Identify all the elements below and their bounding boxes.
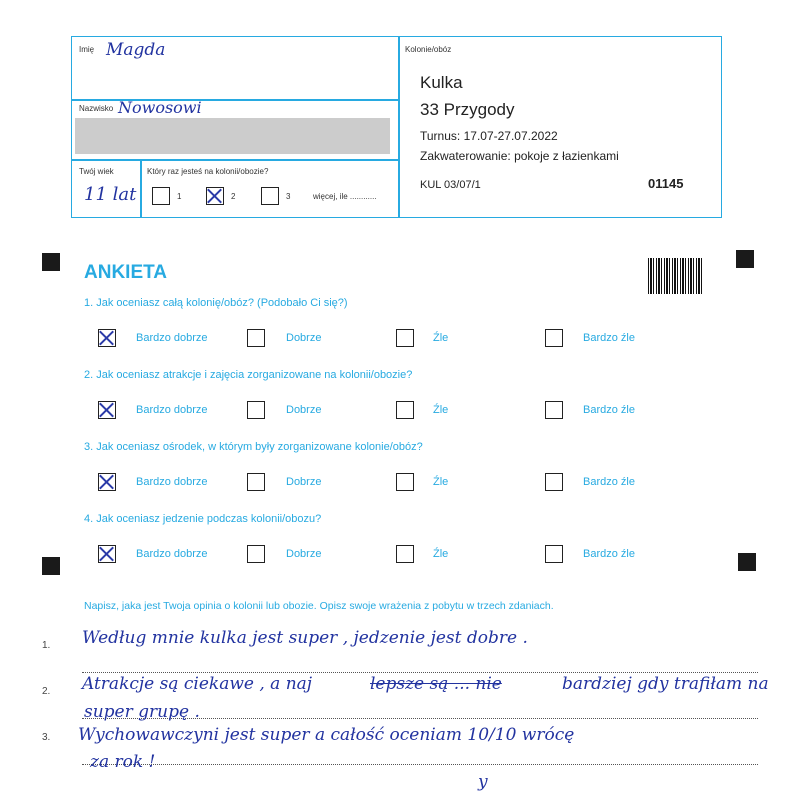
q3-label-bad: Źle <box>433 476 449 488</box>
turnus-value: 17.07-27.07.2022 <box>463 129 558 143</box>
age-divider <box>140 159 142 217</box>
times-opt-3-label: 3 <box>286 192 291 201</box>
q3-label-very-good: Bardzo dobrze <box>136 476 208 488</box>
surname-value: Nowosowi <box>118 98 202 117</box>
times-checkbox-2[interactable] <box>206 187 224 205</box>
turnus-line <box>420 129 558 143</box>
times-checkbox-1[interactable] <box>152 187 170 205</box>
registration-mark-top-right <box>736 250 754 268</box>
q1-checkbox-very-bad[interactable] <box>545 329 563 347</box>
q2-checkbox-very-good[interactable] <box>98 401 116 419</box>
surname-row-divider <box>72 159 399 161</box>
q3-checkbox-bad[interactable] <box>396 473 414 491</box>
q4-label-very-good: Bardzo dobrze <box>136 548 208 560</box>
answer-line-3: Wychowawczyni jest super a całość oceniam 10/10 wrócę <box>78 725 575 745</box>
q2-label-very-bad: Bardzo źle <box>583 404 635 416</box>
question-4: 4. Jak oceniasz jedzenie podczas kolonii/obozu? <box>84 513 322 525</box>
registration-mark-bottom-left <box>42 557 60 575</box>
q4-label-very-bad: Bardzo źle <box>583 548 635 560</box>
answer-line-2c: super grupę . <box>84 702 200 722</box>
registration-mark-top-left <box>42 253 60 271</box>
accommodation-value: pokoje z łazienkami <box>514 149 619 163</box>
age-label: Twój wiek <box>79 167 114 176</box>
q1-checkbox-good[interactable] <box>247 329 265 347</box>
camp-program: 33 Przygody <box>420 100 515 119</box>
barcode <box>648 258 704 294</box>
q1-label-very-good: Bardzo dobrze <box>136 332 208 344</box>
camp-name: Kulka <box>420 73 463 92</box>
redaction-block <box>75 118 390 154</box>
answer-crossed-out: lepsze są ... nie <box>370 674 502 694</box>
line-number-3: 3. <box>42 732 51 743</box>
name-value: Magda <box>106 40 166 60</box>
form-number: 01145 <box>648 176 684 191</box>
q2-checkbox-good[interactable] <box>247 401 265 419</box>
age-value: 11 lat <box>84 184 137 205</box>
answer-line-1: Według mnie kulka jest super , jedzenie jest dobre . <box>82 628 528 648</box>
times-checkbox-3[interactable] <box>261 187 279 205</box>
answer-dotted-line-3 <box>82 764 758 765</box>
times-more-label: więcej, ile ............ <box>313 192 377 201</box>
q2-label-bad: Źle <box>433 404 449 416</box>
survey-title: ANKIETA <box>84 262 168 283</box>
answer-line-3b: za rok ! <box>90 752 156 772</box>
surname-label: Nazwisko <box>79 104 114 113</box>
camp-label: Kolonie/obóz <box>405 45 452 54</box>
answer-line-2a: Atrakcje są ciekawe , a naj <box>82 674 313 694</box>
q3-label-good: Dobrze <box>286 476 322 488</box>
line-number-1: 1. <box>42 640 51 651</box>
q4-checkbox-bad[interactable] <box>396 545 414 563</box>
header-divider <box>398 37 400 217</box>
q1-checkbox-bad[interactable] <box>396 329 414 347</box>
times-opt-1-label: 1 <box>177 192 182 201</box>
line-number-2: 2. <box>42 686 51 697</box>
camp-code: KUL 03/07/1 <box>420 179 481 191</box>
q4-checkbox-very-bad[interactable] <box>545 545 563 563</box>
q2-checkbox-bad[interactable] <box>396 401 414 419</box>
turnus-label: Turnus: <box>420 129 461 143</box>
q4-label-bad: Źle <box>433 548 449 560</box>
accommodation-label: Zakwaterowanie: <box>420 149 511 163</box>
accommodation-line <box>420 149 619 163</box>
question-3: 3. Jak oceniasz ośrodek, w którym były zorganizowane kolonie/obóz? <box>84 441 423 453</box>
name-label: Imię <box>79 45 95 54</box>
times-opt-2-label: 2 <box>231 192 236 201</box>
q4-label-good: Dobrze <box>286 548 322 560</box>
question-1: 1. Jak oceniasz całą kolonię/obóz? (Podobało Ci się?) <box>84 297 348 309</box>
question-2: 2. Jak oceniasz atrakcje i zajęcia zorganizowane na kolonii/obozie? <box>84 369 413 381</box>
q1-checkbox-very-good[interactable] <box>98 329 116 347</box>
handwritten-initials: y <box>478 772 488 792</box>
q2-label-good: Dobrze <box>286 404 322 416</box>
registration-mark-bottom-right <box>738 553 756 571</box>
q3-checkbox-very-good[interactable] <box>98 473 116 491</box>
q4-checkbox-good[interactable] <box>247 545 265 563</box>
q3-label-very-bad: Bardzo źle <box>583 476 635 488</box>
q1-label-good: Dobrze <box>286 332 322 344</box>
q4-checkbox-very-good[interactable] <box>98 545 116 563</box>
q2-checkbox-very-bad[interactable] <box>545 401 563 419</box>
answer-dotted-line-1 <box>82 672 758 673</box>
answer-line-2b: bardziej gdy trafiłam na <box>562 674 769 694</box>
q2-label-very-good: Bardzo dobrze <box>136 404 208 416</box>
q3-checkbox-very-bad[interactable] <box>545 473 563 491</box>
opinion-prompt: Napisz, jaka jest Twoja opinia o kolonii lub obozie. Opisz swoje wrażenia z pobytu w trzech zdaniach. <box>84 600 554 612</box>
q3-checkbox-good[interactable] <box>247 473 265 491</box>
times-label: Który raz jesteś na kolonii/obozie? <box>147 167 269 176</box>
q1-label-very-bad: Bardzo źle <box>583 332 635 344</box>
q1-label-bad: Źle <box>433 332 449 344</box>
